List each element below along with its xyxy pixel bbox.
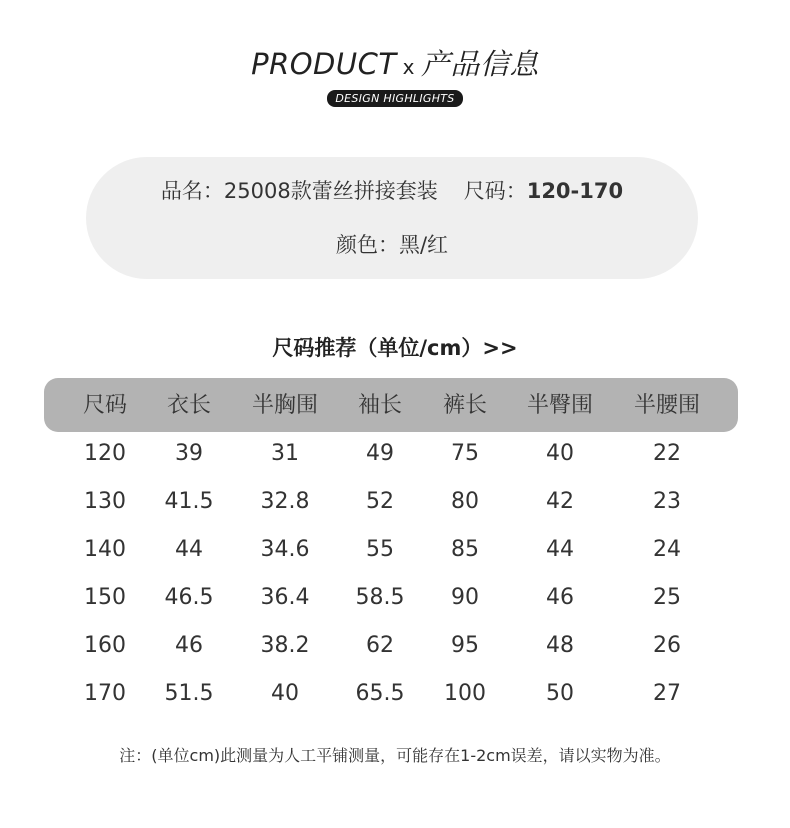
table-cell: 22 [653,441,681,466]
page-header [0,44,790,107]
table-cell: 140 [84,537,126,562]
table-cell: 36.4 [260,585,310,610]
table-cell: 42 [546,489,574,514]
table-cell: 23 [653,489,681,514]
table-cell: 52 [366,489,394,514]
table-cell: 65.5 [355,681,405,706]
size-chart-title: 尺码推荐（单位/cm）>> [272,336,518,360]
title-english: PRODUCT [251,47,397,81]
table-cell: 46 [175,633,203,658]
table-cell: 40 [546,441,574,466]
color-value: 黑/红 [398,233,449,257]
table-cell: 51.5 [164,681,214,706]
product-name-size-row [86,177,698,205]
size-value: 120-170 [526,179,624,203]
table-cell: 32.8 [260,489,310,514]
table-cell: 41.5 [164,489,214,514]
table-cell: 48 [546,633,574,658]
measurement-note: 注：(单位cm)此测量为人工平铺测量，可能存在1-2cm误差，请以实物为准。 [119,746,671,765]
table-cell: 34.6 [260,537,310,562]
table-cell: 26 [653,633,681,658]
table-cell: 120 [84,441,126,466]
product-color-row [86,231,698,259]
title-separator: x [402,55,415,79]
table-cell: 49 [366,441,394,466]
column-header: 衣长 [166,393,211,418]
table-cell: 27 [653,681,681,706]
product-info-box [86,157,698,279]
table-cell: 62 [366,633,394,658]
size-label: 尺码： [463,179,527,203]
table-cell: 44 [175,537,203,562]
table-cell: 38.2 [260,633,310,658]
table-cell: 85 [451,537,479,562]
table-cell: 95 [451,633,479,658]
table-cell: 160 [84,633,126,658]
table-cell: 46 [546,585,574,610]
title-chinese: 产品信息 [420,47,539,81]
table-cell: 40 [271,681,299,706]
table-cell: 46.5 [164,585,214,610]
color-label: 颜色： [335,233,399,257]
table-cell: 75 [451,441,479,466]
table-cell: 80 [451,489,479,514]
column-header: 裤长 [442,393,487,418]
column-header: 半腰围 [633,393,700,418]
column-header: 尺码 [82,393,127,418]
table-cell: 130 [84,489,126,514]
table-cell: 170 [84,681,126,706]
table-cell: 150 [84,585,126,610]
table-cell: 50 [546,681,574,706]
table-cell: 90 [451,585,479,610]
table-cell: 58.5 [355,585,405,610]
name-label: 品名： [160,179,224,203]
name-value: 25008款蕾丝拼接套装 [223,179,438,203]
column-header: 半胸围 [251,393,318,418]
page-title [0,44,790,87]
table-cell: 55 [366,537,394,562]
table-cell: 25 [653,585,681,610]
column-header: 半臀围 [526,393,593,418]
subtitle-badge: DESIGN HIGHLIGHTS [327,90,462,107]
table-cell: 31 [271,441,299,466]
table-cell: 39 [175,441,203,466]
table-cell: 44 [546,537,574,562]
table-cell: 24 [653,537,681,562]
column-header: 袖长 [357,393,402,418]
table-cell: 100 [444,681,486,706]
